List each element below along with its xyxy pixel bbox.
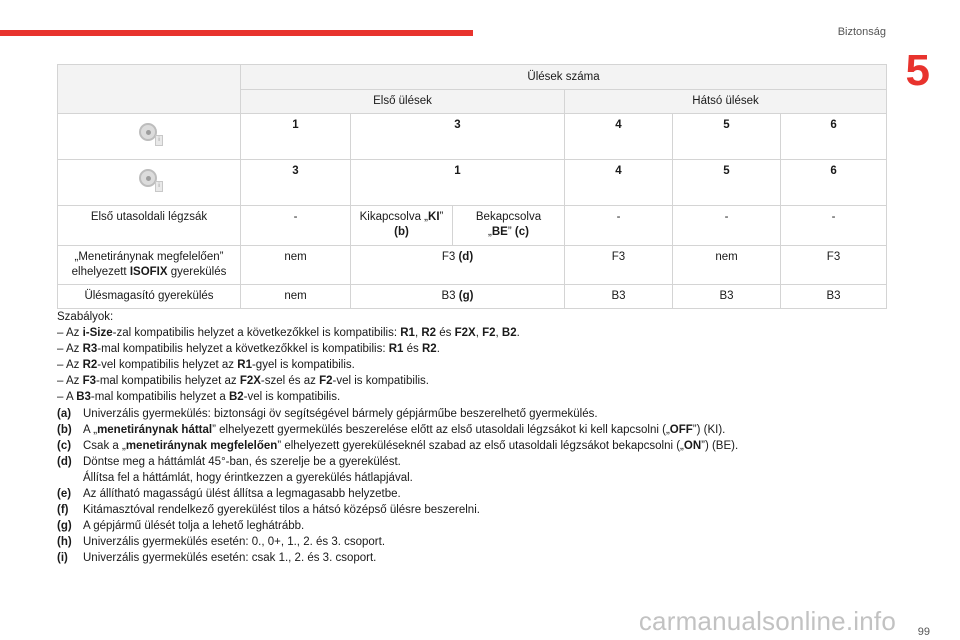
steering-wheel-icon: i xyxy=(131,166,167,194)
footnote-g: (g) A gépjármű ülését tolja a lehető leghátrább. xyxy=(57,520,305,533)
table-cell: F3 xyxy=(565,246,673,285)
section-title: Biztonság xyxy=(837,26,886,38)
seat-number: 5 xyxy=(673,160,781,206)
notes-title: Szabályok: xyxy=(57,311,114,323)
table-cell: F3 (d) xyxy=(351,246,565,285)
airbag-on-cell: Bekapcsolva „BE” (c) xyxy=(453,206,565,246)
seat-number: 4 xyxy=(565,114,673,160)
table-cell: nem xyxy=(241,285,351,309)
page-number: 99 xyxy=(917,626,930,638)
rule-line: – Az i-Size-zal kompatibilis helyzet a következőkkel is kompatibilis: R1, R2 és F2X, F2, B2. xyxy=(57,327,520,340)
isofix-label: „Menetiránynak megfelelően” elhelyezett ISOFIX gyerekülés xyxy=(58,246,241,285)
footnote-f: (f) Kitámasztóval rendelkező gyerekülést tilos a hátsó középső ülésre beszerelni. xyxy=(57,504,480,517)
seat-position-icon-cell xyxy=(58,160,241,206)
footnote-h: (h) Univerzális gyermekülés esetén: 0., 0+, 1., 2. és 3. csoport. xyxy=(57,536,386,549)
footnote-e: (e) Az állítható magasságú ülést állítsa a legmagasabb helyzetbe. xyxy=(57,488,401,501)
footnote-b: (b) A „menetiránynak háttal” elhelyezett gyermekülés beszerelése előtt az első utasoldali légzsákot ki kell kapcsolni („OFF”) (KI). xyxy=(57,423,726,436)
table-cell: F3 xyxy=(781,246,887,285)
table-cell: B3 xyxy=(673,285,781,309)
rear-seats-header: Hátsó ülések xyxy=(565,90,887,114)
table-row xyxy=(58,206,887,246)
table-row xyxy=(58,160,887,206)
table-cell: - xyxy=(673,206,781,246)
table-row xyxy=(58,285,887,309)
front-seats-header: Első ülések xyxy=(241,90,565,114)
table-cell: B3 xyxy=(565,285,673,309)
seat-number: 1 xyxy=(351,160,565,206)
steering-wheel-icon: i xyxy=(131,120,167,148)
footnote-a: (a) Univerzális gyermekülés: biztonsági öv segítségével bármely gépjárműbe beszerelhető gyermekülés. xyxy=(57,407,598,420)
seat-number: 4 xyxy=(565,160,673,206)
footnote-d: (d) Döntse meg a háttámlát 45°-ban, és szerelje be a gyerekülést. xyxy=(57,455,401,468)
booster-label: Ülésmagasító gyerekülés xyxy=(58,285,241,309)
seat-position-icon-cell xyxy=(58,114,241,160)
chapter-number: 5 xyxy=(905,46,930,95)
rule-line: – Az F3-mal kompatibilis helyzet az F2X-szel és az F2-vel is kompatibilis. xyxy=(57,375,429,388)
airbag-off-cell: Kikapcsolva „KI” (b) xyxy=(351,206,453,246)
table-cell: - xyxy=(241,206,351,246)
seat-number: 1 xyxy=(241,114,351,160)
table-cell: - xyxy=(781,206,887,246)
table-cell: nem xyxy=(241,246,351,285)
seat-number: 3 xyxy=(351,114,565,160)
rule-line: – Az R2-vel kompatibilis helyzet az R1-gyel is kompatibilis. xyxy=(57,359,355,372)
table-row xyxy=(58,246,887,285)
seat-number: 6 xyxy=(781,160,887,206)
airbag-label: Első utasoldali légzsák xyxy=(58,206,241,246)
seat-number: 3 xyxy=(241,160,351,206)
rule-line: – Az R3-mal kompatibilis helyzet a következőkkel is kompatibilis: R1 és R2. xyxy=(57,343,440,356)
footnote-d-continued: Állítsa fel a háttámlát, hogy érintkezzen a gyerekülés hátlapjával. xyxy=(83,471,413,484)
table-cell: nem xyxy=(673,246,781,285)
child-seat-table xyxy=(57,64,887,309)
table-cell: B3 (g) xyxy=(351,285,565,309)
red-header-bar xyxy=(0,30,473,36)
table-cell: B3 xyxy=(781,285,887,309)
table-row xyxy=(58,114,887,160)
header-empty-cell xyxy=(58,65,241,114)
watermark: carmanualsonline.info xyxy=(638,606,896,636)
footnote-c: (c) Csak a „menetiránynak megfelelően” elhelyezett gyereküléseknél szabad az első utasoldali légzsákot bekapcsolni („ON”) (BE). xyxy=(57,439,739,452)
seat-number: 5 xyxy=(673,114,781,160)
rule-line: – A B3-mal kompatibilis helyzet a B2-vel is kompatibilis. xyxy=(57,391,341,404)
footnote-i: (i) Univerzális gyermekülés esetén: csak 1., 2. és 3. csoport. xyxy=(57,552,377,565)
seat-number: 6 xyxy=(781,114,887,160)
table-header-row xyxy=(58,65,887,90)
table-cell: - xyxy=(565,206,673,246)
rules-notes xyxy=(57,309,917,567)
seats-header: Ülések száma xyxy=(241,65,887,90)
